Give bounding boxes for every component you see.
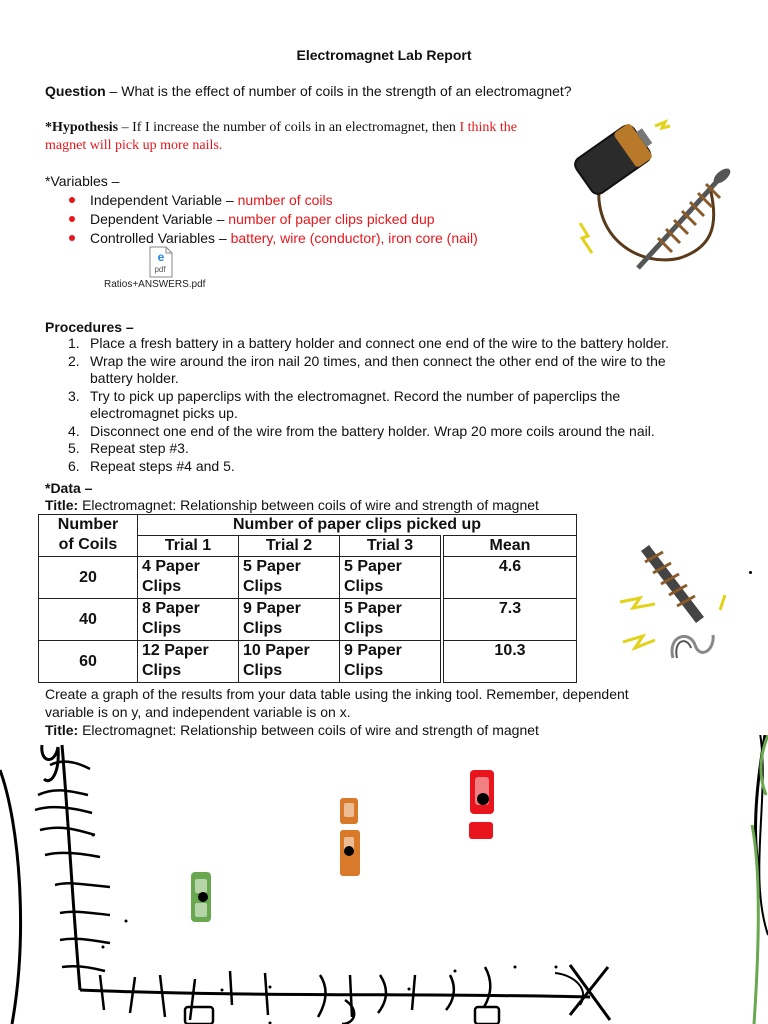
header-coils: Number of Coils	[39, 515, 138, 557]
ink-dot	[749, 571, 752, 574]
data-point-red	[469, 770, 494, 839]
procedures-list	[68, 335, 730, 475]
header-trial-3: Trial 3	[340, 536, 443, 557]
y-axis-ink	[62, 745, 80, 990]
nail-paperclips-illustration	[615, 540, 735, 665]
svg-text:e: e	[157, 250, 165, 264]
variables-label: *Variables –	[45, 173, 120, 189]
header-mean: Mean	[442, 536, 577, 557]
pdf-filename[interactable]: Ratios+ANSWERS.pdf	[104, 279, 206, 290]
header-trial-2: Trial 2	[239, 536, 340, 557]
variable-dependent: Dependent Variable – number of paper clips picked dup	[90, 210, 478, 229]
ink-dots	[92, 735, 752, 1024]
question-line	[45, 82, 572, 100]
x-axis-ink	[80, 990, 590, 997]
data-point-orange	[340, 798, 360, 876]
procedure-step: 5. Repeat step #3.	[68, 440, 189, 456]
procedure-step: 4. Disconnect one end of the wire from the battery holder. Wrap 20 more coils around the nail.	[68, 422, 655, 439]
hypothesis-label: *Hypothesis	[45, 120, 119, 135]
hypothesis-text: – If I increase the number of coils in an electromagnet, then	[118, 120, 460, 135]
variable-controlled: Controlled Variables – battery, wire (conductor), iron core (nail)	[90, 229, 478, 248]
table-row: 40 8 Paper Clips 9 Paper Clips 5 Paper Clips 7.3	[39, 599, 577, 641]
table-row: 60 12 Paper Clips 10 Paper Clips 9 Paper Clips 10.3	[39, 641, 577, 683]
table-title: Title: Electromagnet: Relationship between coils of wire and strength of magnet	[45, 497, 539, 513]
ink-graph	[0, 735, 768, 1024]
x-label-ink	[570, 965, 610, 1020]
pdf-file-icon	[148, 246, 174, 278]
data-table	[38, 514, 577, 683]
hypothesis-prediction: I think the	[459, 120, 517, 135]
pdf-attachment[interactable]	[104, 246, 224, 292]
question-label: Question	[45, 83, 106, 99]
procedure-step: 6. Repeat steps #4 and 5.	[68, 457, 235, 474]
procedure-step: 2. Wrap the wire around the iron nail 20 times, and then connect the other end of the wire to the battery holder.	[68, 352, 666, 386]
ink-stroke	[0, 770, 21, 1024]
hypothesis-line-1	[45, 119, 517, 137]
electromagnet-battery-illustration	[570, 118, 760, 278]
header-trial-1: Trial 1	[138, 536, 239, 557]
procedures-label: Procedures –	[45, 319, 134, 335]
procedure-step: 1. Place a fresh battery in a battery holder and connect one end of the wire to the battery holder.	[68, 335, 670, 351]
svg-text:pdf: pdf	[154, 265, 166, 274]
graph-instruction-line-1: Create a graph of the results from your data table using the inking tool. Remember, dependent	[45, 686, 629, 702]
procedure-step: 3. Try to pick up paperclips with the electromagnet. Record the number of paperclips the electromagnet picks up.	[68, 387, 621, 421]
question-text: – What is the effect of number of coils in the strength of an electromagnet?	[105, 83, 572, 99]
header-group: Number of paper clips picked up	[138, 515, 577, 536]
variable-independent: Independent Variable – number of coils	[90, 191, 478, 210]
data-point-green	[191, 872, 211, 922]
page-title: Electromagnet Lab Report	[296, 47, 472, 63]
table-row: 20 4 Paper Clips 5 Paper Clips 5 Paper Clips 4.6	[39, 557, 577, 599]
ink-stroke	[752, 825, 758, 1024]
graph-title: Title: Electromagnet: Relationship between coils of wire and strength of magnet	[45, 722, 539, 738]
variables-list	[90, 191, 478, 248]
graph-instruction-line-2: variable is on y, and independent variable is on x.	[45, 704, 351, 720]
data-label: *Data –	[45, 480, 93, 496]
hypothesis-line-2: magnet will pick up more nails.	[45, 138, 223, 153]
